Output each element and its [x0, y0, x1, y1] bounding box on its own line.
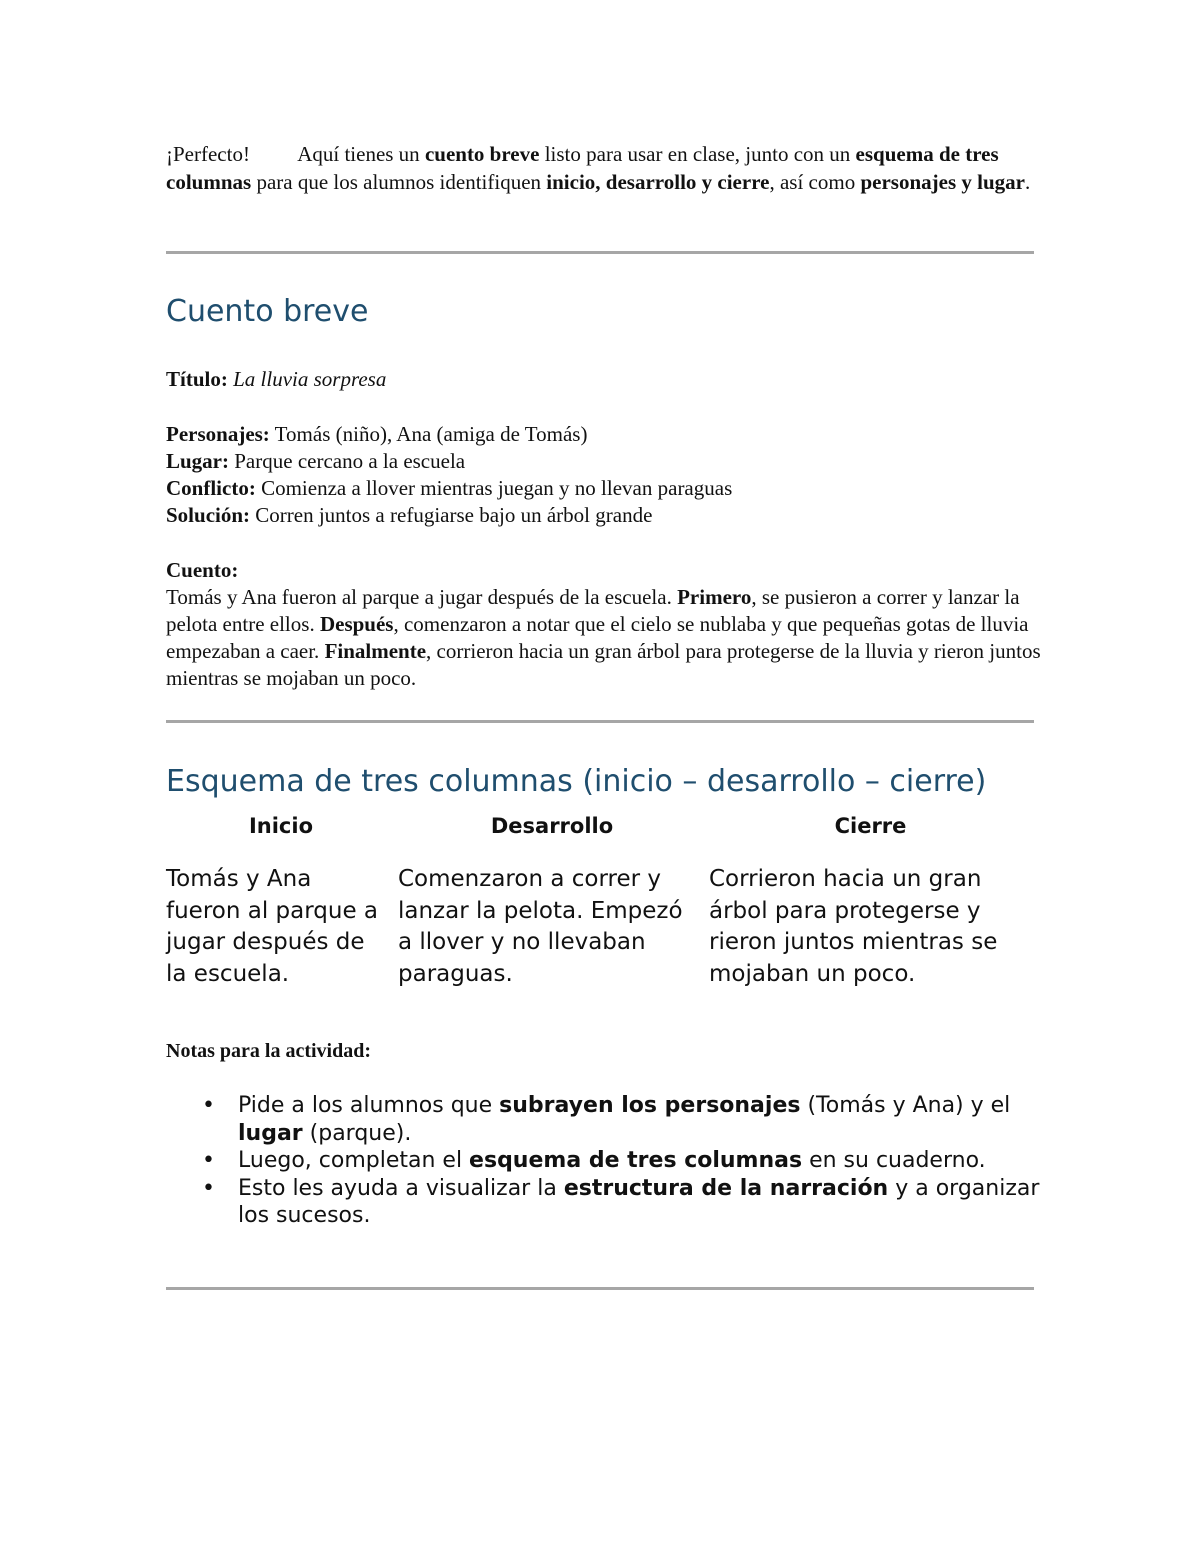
bullet-icon: •	[202, 1175, 215, 1201]
horizontal-rule	[166, 251, 1034, 254]
intro-text: listo para usar en clase, junto con un	[539, 142, 856, 166]
scheme-heading: Esquema de tres columnas (inicio – desarrollo – cierre)	[166, 764, 987, 799]
list-item	[202, 1092, 1046, 1147]
story-heading: Cuento breve	[166, 294, 369, 329]
column-body-inicio: Tomás y Ana fueron al parque a jugar después de la escuela.	[166, 866, 379, 987]
field-label: Personajes:	[166, 422, 270, 446]
intro-bold: esquema de tres columnas	[166, 142, 999, 194]
list-item	[202, 1175, 1046, 1230]
intro-bold: inicio, desarrollo y cierre	[546, 170, 770, 194]
bullet-icon: •	[202, 1148, 215, 1173]
field-conflicto	[166, 475, 1046, 502]
field-label: Conflicto:	[166, 476, 256, 500]
field-lugar	[166, 448, 1046, 475]
note-text: (Tomás y Ana) y el	[800, 1093, 1011, 1118]
notes-title: Notas para la actividad:	[166, 1040, 371, 1062]
column-header-cierre: Cierre	[834, 814, 907, 838]
intro-bold: personajes y lugar	[860, 170, 1025, 194]
cuento-label: Cuento:	[166, 558, 239, 582]
field-value: Corren juntos a refugiarse bajo un árbol grande	[250, 503, 653, 527]
story-text-run: , corrieron hacia un gran árbol para protegerse de la lluvia y rieron juntos mientras se mojaban un poco.	[166, 639, 1041, 690]
story-text-run: Tomás y Ana fueron al parque a jugar después de la escuela.	[166, 585, 678, 609]
story-text	[166, 557, 1046, 692]
column-body-cierre: Corrieron hacia un gran árbol para protegerse y rieron juntos mientras se mojaban un poco.	[709, 866, 998, 987]
note-text: Luego, completan el	[238, 1148, 470, 1173]
field-label: Solución:	[166, 503, 251, 527]
horizontal-rule	[166, 720, 1034, 723]
story-fields	[166, 421, 1046, 529]
intro-bold: cuento breve	[424, 142, 540, 166]
field-value: Parque cercano a la escuela	[229, 449, 466, 473]
note-text: y a organizar los sucesos.	[238, 1175, 1040, 1228]
title-value: La lluvia sorpresa	[233, 367, 387, 391]
intro-text: .	[1024, 170, 1031, 194]
note-bold: estructura de la narración	[563, 1175, 889, 1201]
story-text-run: , comenzaron a notar que el cielo se nublaba y que pequeñas gotas de lluvia empezaban a caer.	[166, 612, 1029, 663]
list-item	[202, 1147, 1046, 1175]
notes-list	[166, 1092, 1046, 1230]
story-bold-run: Finalmente	[324, 639, 427, 663]
note-text: (parque).	[302, 1120, 412, 1146]
field-value: Tomás (niño), Ana (amiga de Tomás)	[269, 422, 588, 446]
field-personajes	[166, 421, 1046, 448]
note-bold: esquema de tres columnas	[469, 1148, 803, 1173]
intro-text: Aquí tienes un	[297, 142, 425, 166]
column-header-inicio: Inicio	[248, 814, 314, 838]
intro-text: ¡Perfecto!	[166, 142, 256, 166]
column-header-desarrollo: Desarrollo	[490, 814, 614, 838]
bullet-icon: •	[202, 1093, 215, 1118]
note-bold: subrayen los personajes	[499, 1093, 801, 1118]
note-text: en su cuaderno.	[802, 1148, 986, 1173]
story-bold-run: Primero	[677, 585, 752, 609]
column-body-desarrollo: Comenzaron a correr y lanzar la pelota. Empezó a llover y no llevaban paraguas.	[398, 866, 683, 987]
field-label: Lugar:	[166, 449, 229, 473]
story-bold-run: Después	[319, 612, 394, 636]
horizontal-rule	[166, 1287, 1034, 1290]
field-solucion	[166, 502, 1046, 529]
intro-text: para que los alumnos identifiquen	[251, 170, 547, 194]
intro-paragraph	[166, 140, 1046, 196]
note-text: Pide a los alumnos que	[238, 1093, 500, 1118]
title-label: Título:	[166, 367, 228, 391]
story-text-run: , se pusieron a correr y lanzar la pelota entre ellos.	[166, 585, 1020, 636]
note-text: Esto les ayuda a visualizar la	[238, 1175, 564, 1201]
field-value: Comienza a llover mientras juegan y no llevan paraguas	[255, 476, 733, 500]
note-bold: lugar	[238, 1120, 303, 1146]
story-body	[166, 585, 1041, 690]
story-title-line	[166, 366, 1046, 393]
intro-text: , así como	[769, 170, 861, 194]
